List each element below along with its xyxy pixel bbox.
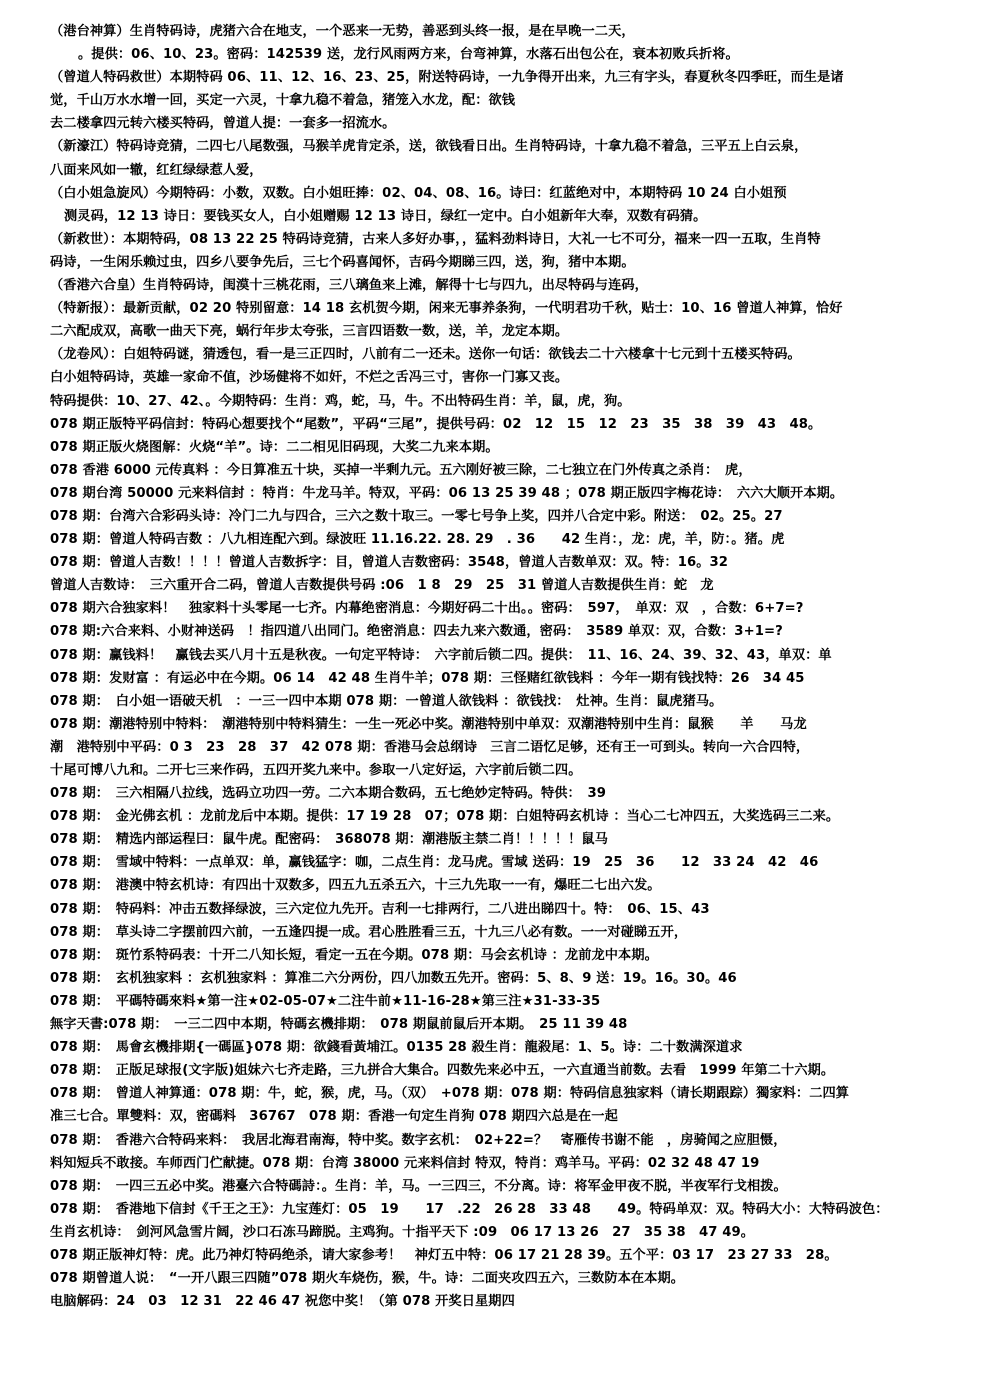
text-line: 無字天書:078 期： 一三二四中本期，特碼玄機排期： 078 期鼠前鼠后开本期。 25 11 39 48 [50,1017,628,1033]
text-line: 曾道人吉数诗： 三六重开合二码，曾道人吉数提供号码 :06 1 8 29 25 31 曾道人吉数提供生肖：蛇 龙 [50,578,714,594]
text-line: （曾道人特码救世）本期特码 06、11、12、16、23、25，附送特码诗，一九争得开出来，九三有字头，春夏秋冬四季旺，而生是诸 [50,70,844,86]
text-line: （新濠江）特码诗竞猜，二四七八尾数强，马猴羊虎肯定杀，送，欲钱看日出。生肖特码诗，十拿九稳不着急，三平五上白云泉， [50,139,808,155]
document-body [50,20,986,1336]
text-line: 078 期： 香港六合特码来料： 我居北海君南海，特中奖。数字玄机： 02+22=？ 寄雁传书谢不能 ，房骑闻之应胆慑， [50,1132,787,1148]
text-line: （龙卷风）：白姐特码谜，猜透包，看一是三正四时，八前有二一还未。送你一句话：欲钱去二十六楼拿十七元到十五楼买特码。 [50,347,801,363]
text-line: 觉，千山万水水增一回，买定一六灵，十拿九稳不着急，猪笼入水龙，配：欲钱 [50,93,516,109]
text-line: 准三七合。單雙料：双，密碼料 36767 078 期：香港一句定生肖狗 078 期四六总是在一起 [50,1109,618,1125]
text-line: 。提供：06、10、23。密码：142539 送，龙行风雨两方来，台弯神算，水落石出包公在，衰本初败兵折将。 [78,47,739,63]
text-line: 078 期： 草头诗二字摆前四六前，一五逢四提一成。君心胜胜看三五，十九三八必有数。一一对碰睇五开， [50,924,688,940]
text-line: （白小姐急旋风）今期特码：小数，双数。白小姐旺捧：02、04、08、16。诗曰：红蓝绝对中，本期特码 10 24 白小姐预 [50,185,787,201]
text-line: 078 期六合独家料！ 独家料十头零尾一七齐。内幕绝密消息：今期好码二十出。。密码： 597， 单双：双 ，合数：6+7=? [50,601,804,617]
text-line: 078 期台湾 50000 元来料信封 ：特肖：牛龙马羊。特双，平码：06 13 25 39 48 ；078 期正版四字梅花诗： 六六大顺开本期。 [50,485,844,501]
text-line: 078 期： 香港地下信封《千王之王》：九宝莲灯：05 19 17 .22 26 28 33 48 49。特码单双：双。特码大小：大特码波色： [50,1201,889,1217]
text-line: 078 期： 馬會玄機排期{一碼區}078 期：欲錢看黃埔江。0135 28 殺生肖：龍殺尾：1、5。诗：二十数满深道求 [50,1040,743,1056]
text-line: 电脑解码：24 03 12 31 22 46 47 祝您中奖！（第 078 开奖日星期四 [50,1294,515,1310]
text-line: 078 期：赢钱料！ 赢钱去买八月十五是秋夜。一句定平特诗： 六字前后锁二四。提供： 11、16、24、39、32、43，单双：单 [50,647,832,663]
text-line: 078 期： 雪域中特料：一点单双：单，赢钱猛字：咖，二点生肖：龙马虎。雪域 送码：19 25 36 12 33 24 42 46 [50,855,819,871]
text-line: 特码提供：10、27、42、。今期特码：生肖：鸡，蛇，马，牛。不出特码生肖：羊，鼠，虎，狗。 [50,393,631,409]
text-line: 078 期： 曾道人神算通：078 期：牛，蛇，猴，虎，马。（双） +078 期：078 期：特码信息独家料（请长期跟踪）獨家料：二四算 [50,1086,850,1102]
text-line: 码诗，一生闲乐赖过虫，四乡八要争先后，三七个码喜闻怀，吉码今期睇三四，送，狗，猪中本期。 [50,254,635,270]
text-line: 078 期： 港澳中特玄机诗：有四出十双数多，四五九五杀五六，十三九先取一一有，爆旺二七出六发。 [50,878,661,894]
text-line: 078 期正版特平码信封：特码心想要找个“尾数”，平码“三尾”，提供号码：02 12 15 12 23 35 38 39 43 48。 [50,416,822,432]
text-line: （新救世）：本期特码，08 13 22 25 特码诗竞猜，古来人多好办事，，猛料劲料诗日，大礼一七不可分，福来一四一五取，生肖特 [50,231,821,247]
text-line: （特新报）：最新贡献，02 20 特别留意：14 18 玄机贺今期，闲来无事养条狗，一代明君功千秋，贴士：10、16 曾道人神算，恰好 [50,301,843,317]
text-line: 078 期：台湾六合彩码头诗：冷门二九与四合，三六之数十取三。一零七号争上奖，四并八合定中彩。附送： 02。25。27 [50,508,783,524]
text-line: 078 期： 白小姐一语破天机 ：一三一四中本期 078 期：一曾道人欲钱料 ：欲钱找： 灶神。生肖：鼠虎猪马。 [50,693,723,709]
text-line: （港台神算）生肖特码诗，虎猪六合在地支，一个恶来一无势，善恶到头终一报，是在早晚一二天， [50,24,635,39]
text-line: 078 期： 一四三五必中奖。港臺六合特碼詩：。生肖：羊，马。一三四三，不分离。诗：将军金甲夜不脱，半夜军行戈相拨。 [50,1178,787,1194]
text-line: 078 期曾道人说： “一开八跟三四随”078 期火车烧伤，猴，牛。诗：二面夹攻四五六，三数防本在本期。 [50,1271,685,1287]
text-line: 078 期：曾道人吉数！！！！曾道人吉数拆字：目，曾道人吉数密码：3548，曾道人吉数单双：双。特：16。32 [50,555,729,571]
text-line: 078 期： 三六相隔八拉线，选码立功四一劳。二六本期合数码，五七绝妙定特码。特供： 39 [50,786,607,802]
text-line: 白小姐特码诗，英雄一家命不值，沙场健将不如奸，不烂之舌冯三寸，害你一门寡又丧。 [50,370,569,386]
text-line: 078 期正版火烧图解：火烧“羊”。诗：二二相见旧码现，大奖二九来本期。 [50,439,499,455]
text-line: 078 期正版神灯特：虎。此乃神灯特码绝杀，请大家参考！ 神灯五中特：06 17 21 28 39。五个平：03 17 23 27 33 28。 [50,1247,838,1263]
text-line: 078 期： 正版足球报(文字版)姐妹六七齐走路，三九拼合大集合。四数先来必中五，一六直通当前数。去看 1999 年第二十六期。 [50,1063,835,1079]
text-line: 八面来风如一辙，红红绿绿惹人爱， [50,162,263,178]
text-line: 生肖玄机诗： 剑河风急雪片阔，沙口石冻马蹄脱。主鸡狗。十指平天下 :09 06 17 13 26 27 35 38 47 49。 [50,1224,755,1240]
text-line: 料知短兵不敢接。车师西门伫献捷。078 期：台湾 38000 元来料信封 特双，特肖：鸡羊马。平码：02 32 48 47 19 [50,1155,760,1171]
text-line: 078 期：曾道人特码吉数 ：八九相连配六到。绿波旺 11.16.22. 28. 29 . 36 42 生肖：，龙：虎，羊，防：。猪。虎 [50,532,785,548]
text-line [50,1313,986,1336]
text-line: 078 期： 特码料：冲击五数择绿波，三六定位九先开。吉利一七排两行，二八进出睇四十。特： 06、15、43 [50,901,710,917]
text-line: 078 期： 玄机独家料 ：玄机独家料 ：算准二六分两份，四八加数五先开。密码：5、8、9 送：19。16。30。46 [50,970,737,986]
text-line: 十尾可博八九和。二开七三来作码，五四开奖九来中。参取一八定好运，六字前后锁二四。 [50,763,582,778]
text-line: 078 期:六合来料、小财神送码 ！指四道八出同门。绝密消息：四去九来六数通，密码： 3589 单双：双，合数：3+1=? [50,624,783,640]
text-line: （香港六合皇）生肖特码诗，闺漠十三桃花雨，三八璃鱼来上滩，解得十七与四九，出尽特码与连码， [50,278,648,294]
text-line: 078 期： 斑竹系特码表：十开二八知长短，看定一五在今期。078 期：马会玄机诗 ：龙前龙中本期。 [50,947,658,963]
text-line: 078 期：潮港特别中特料： 潮港特别中特料猜生：一生一死必中奖。潮港特别中单双：双潮港特别中生肖：鼠猴 羊 马龙 [50,716,807,732]
text-line: 二六配成双，高歌一曲天下亮，蜗行年步太夸张，三言四语数一数，送，羊，龙定本期。 [50,324,569,340]
text-line: 潮 港特别中平码：0 3 23 28 37 42 078 期：香港马会总纲诗 三言二语忆足够，还有王一可到头。转向一六合四特， [50,739,810,755]
text-line: 测灵码，12 13 诗日：要钱买女人，白小姐赠赐 12 13 诗日，绿红一定中。白小姐新年大奉，双数有码猜。 [64,208,707,224]
text-line: 078 香港 6000 元传真料 ：今日算准五十块，买掉一半剩九元。五六刚好被三除，二七独立在门外传真之杀肖： 虎， [50,462,752,478]
text-line: 078 期：发财富 ：有运必中在今期。06 14 42 48 生肖牛羊；078 期：三怪赌红欲钱料 ：今年一期有钱找特：26 34 45 [50,670,805,686]
text-line: 078 期： 金光佛玄机 ：龙前龙后中本期。提供：17 19 28 07；078 期：白姐特码玄机诗 ：当心二七冲四五，大奖选码三二来。 [50,809,840,825]
text-line: 去二楼拿四元转六楼买特码，曾道人提：一套多一招流水。 [50,116,396,132]
text-line: 078 期： 精选内部运程曰：鼠牛虎。配密码： 368078 期：潮港版主禁二肖！！！！！鼠马 [50,832,609,848]
text-line: 078 期： 平碼特碼來料★第一注★02-05-07★二注牛前★11-16-28★第三注★31-33-35 [50,993,601,1009]
